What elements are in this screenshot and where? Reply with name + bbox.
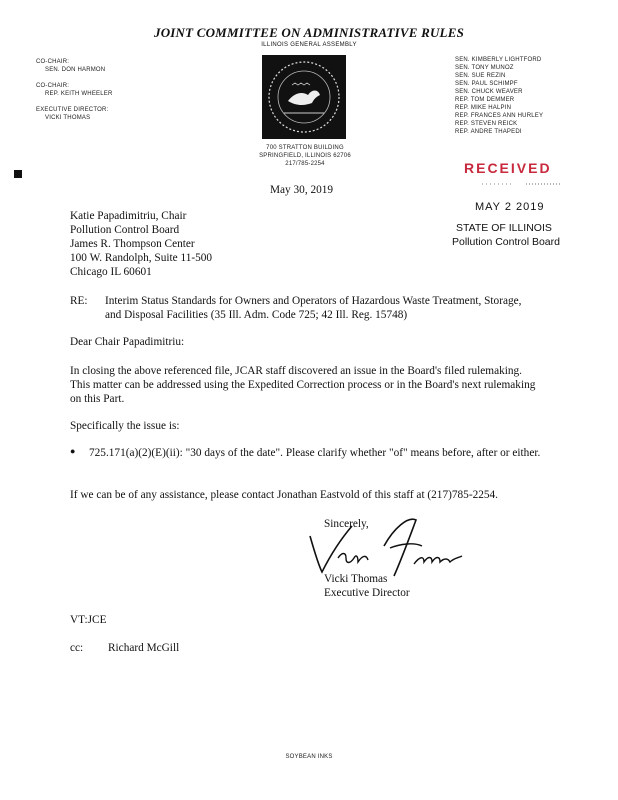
body-paragraph: In closing the above referenced file, JCAR staff discovered an issue in the Board's filed rulemaking. This matter can be addressed using the Expedited Correction process or in the Board's next rulemaking on this Part.	[70, 365, 536, 405]
signer-name: Vicki Thomas	[324, 573, 388, 585]
member-name: SEN. KIMBERLY LIGHTFORD	[455, 57, 542, 63]
address-line: 700 STRATTON BUILDING	[266, 145, 344, 151]
recipient-line: Chicago IL 60601	[70, 266, 152, 278]
cc-recipient: Richard McGill	[108, 642, 180, 654]
member-name: REP. STEVEN REICK	[455, 121, 518, 127]
re-subject: Interim Status Standards for Owners and Operators of Hazardous Waste Treatment, Storage, and Disposal Facilities (35 Ill. Adm. Code 725; 42 Ill. Reg. 15748)	[105, 295, 522, 321]
member-name: REP. TOM DEMMER	[455, 97, 515, 103]
stamp-smudge	[476, 180, 562, 188]
committee-members-list	[455, 56, 605, 136]
leadership-spacer	[36, 74, 113, 82]
footer-note: SOYBEAN INKS	[285, 754, 333, 760]
salutation: Dear Chair Papadimitriu:	[70, 336, 185, 348]
leadership-block	[36, 58, 113, 122]
member-name: REP. ANDRE THAPEDI	[455, 129, 522, 135]
member-name: SEN. SUE REZIN	[455, 73, 506, 79]
recipient-line: 100 W. Randolph, Suite 11-500	[70, 252, 213, 264]
member-name: SEN. PAUL SCHIMPF	[455, 81, 518, 87]
leadership-line: CO-CHAIR:	[36, 83, 70, 89]
issue-item: 725.171(a)(2)(E)(ii): "30 days of the date". Please clarify whether "of" means before, after or either.	[89, 447, 541, 459]
leadership-line: EXECUTIVE DIRECTOR:	[36, 107, 109, 113]
signer-title: Executive Director	[324, 587, 410, 599]
member-name: REP. FRANCES ANN HURLEY	[455, 113, 544, 119]
scan-mark	[14, 170, 22, 178]
cc-label: cc:	[70, 642, 84, 654]
letterhead-subtitle: ILLINOIS GENERAL ASSEMBLY	[261, 42, 357, 48]
bullet-icon: ●	[70, 446, 76, 456]
leadership-line: SEN. DON HARMON	[45, 67, 106, 73]
stamp-board-line: Pollution Control Board	[452, 236, 560, 248]
stamp-state-line: STATE OF ILLINOIS	[456, 222, 552, 234]
leadership-spacer	[36, 98, 113, 106]
address-line: 217/785-2254	[285, 161, 325, 167]
member-name: REP. MIKE HALPIN	[455, 105, 512, 111]
closing: Sincerely,	[324, 518, 369, 530]
member-name: SEN. TONY MUNOZ	[455, 65, 514, 71]
recipient-line: Pollution Control Board	[70, 224, 180, 236]
address-line: SPRINGFIELD, ILLINOIS 62706	[259, 153, 351, 159]
body-paragraph: Specifically the issue is:	[70, 420, 180, 432]
letterhead-title: JOINT COMMITTEE ON ADMINISTRATIVE RULES	[154, 25, 464, 40]
leadership-line: VICKI THOMAS	[45, 115, 91, 121]
reference-initials: VT:JCE	[70, 614, 107, 626]
received-stamp: RECEIVED	[464, 160, 552, 176]
body-paragraph: If we can be of any assistance, please contact Jonathan Eastvold of this staff at (217)785-2254.	[70, 489, 498, 501]
re-label: RE:	[70, 295, 88, 307]
recipient-line: James R. Thompson Center	[70, 238, 195, 250]
stamp-date: MAY 2 2019	[475, 201, 545, 213]
member-name: SEN. CHUCK WEAVER	[455, 89, 523, 95]
state-seal-image	[262, 55, 346, 139]
committee-address	[240, 144, 370, 168]
letter-date: May 30, 2019	[270, 184, 334, 196]
leadership-line: CO-CHAIR:	[36, 59, 70, 65]
signature-block	[324, 572, 410, 600]
recipient-line: Katie Papadimitriu, Chair	[70, 210, 187, 222]
recipient-address	[70, 209, 212, 279]
leadership-line: REP. KEITH WHEELER	[45, 91, 113, 97]
